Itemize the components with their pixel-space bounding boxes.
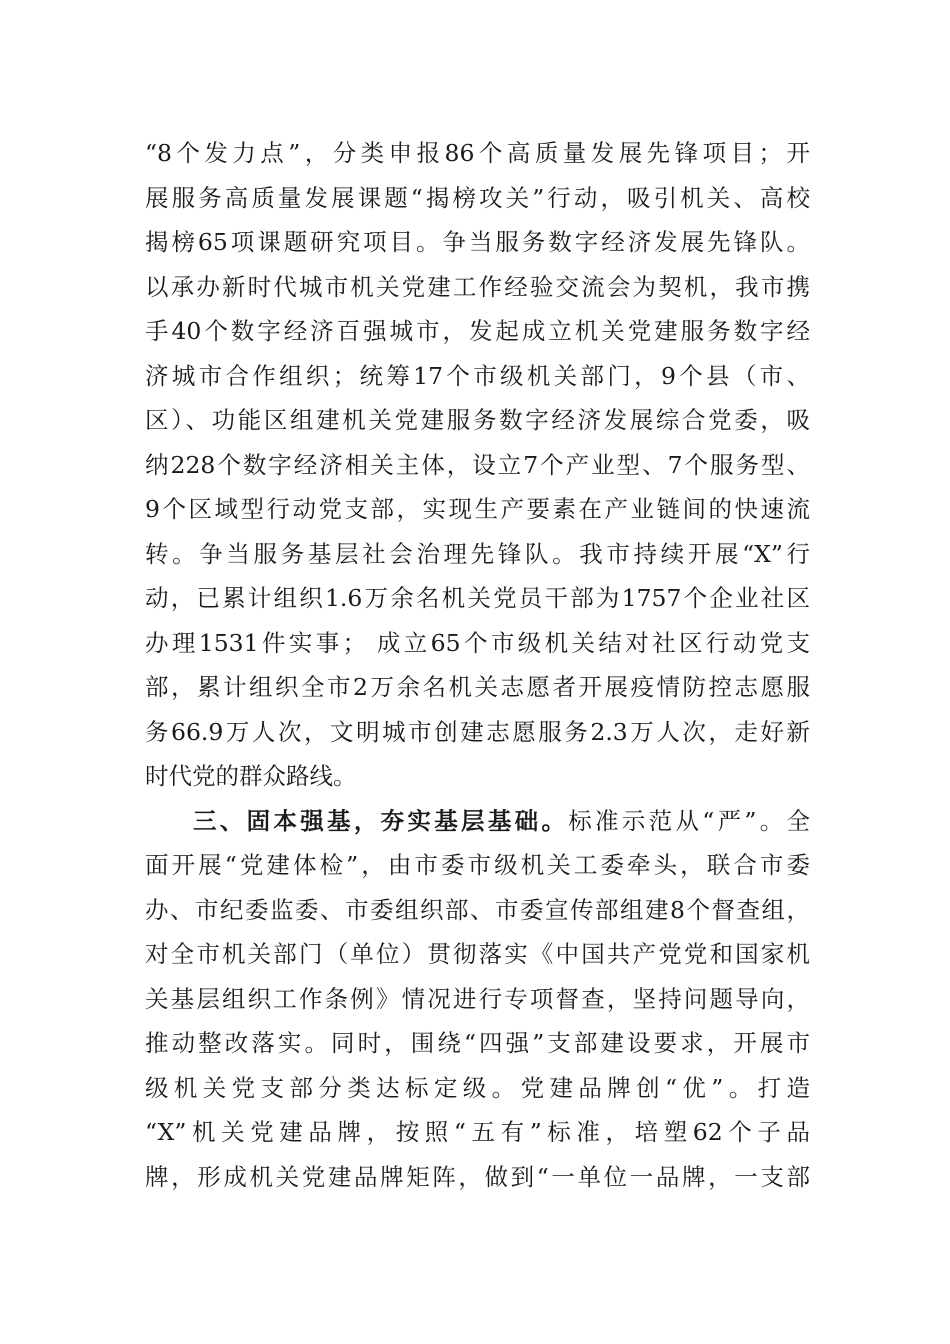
section-heading: 三、固本强基，夯实基层基础。	[193, 806, 569, 835]
text-line: 展服务高质量发展课题“揭榜攻关”行动，吸引机关、高校	[145, 183, 810, 212]
text-line: 9个区域型行动党支部，实现生产要素在产业链间的快速流	[145, 495, 810, 523]
text-line: 推动整改落实。同时，围绕“四强”支部建设要求，开展市	[145, 1029, 810, 1057]
text-line: 纳228个数字经济相关主体，设立7个产业型、7个服务型、	[145, 450, 810, 479]
text-line: 转。争当服务基层社会治理先锋队。我市持续开展“X”行	[145, 539, 810, 568]
text-span: 标准示范从“严”。全	[568, 806, 811, 835]
paragraph-first-line	[145, 799, 810, 844]
text-line: 牌，形成机关党建品牌矩阵，做到“一单位一品牌，一支部	[145, 1162, 810, 1191]
text-line: 动，已累计组织1.6万余名机关党员干部为1757个企业社区	[145, 584, 810, 612]
text-line: 时代党的群众路线。	[145, 762, 357, 790]
text-line: 以承办新时代城市机关党建工作经验交流会为契机，我市携	[145, 272, 810, 301]
body-text	[145, 131, 810, 1199]
text-line: 级机关党支部分类达标定级。党建品牌创“优”。打造	[145, 1073, 810, 1102]
text-line: 务66.9万人次，文明城市创建志愿服务2.3万人次，走好新	[145, 717, 810, 746]
text-line: 办、市纪委监委、市委组织部、市委宣传部组建8个督查组，	[145, 895, 810, 924]
text-line: 区）、功能区组建机关党建服务数字经济发展综合党委，吸	[145, 406, 810, 434]
text-line: “8个发力点”，分类申报86个高质量发展先锋项目；开	[145, 139, 810, 167]
text-line: 关基层组织工作条例》情况进行专项督查，坚持问题导向，	[145, 984, 810, 1013]
text-line: “X”机关党建品牌，按照“五有”标准，培塑62个子品	[145, 1118, 810, 1146]
text-line: 手40个数字经济百强城市，发起成立机关党建服务数字经	[145, 317, 810, 345]
text-line: 办理1531件实事； 成立65个市级机关结对社区行动党支	[145, 628, 810, 657]
text-line: 面开展“党建体检”，由市委市级机关工委牵头，联合市委	[145, 851, 810, 879]
paragraph-1	[145, 131, 810, 799]
text-line: 对全市机关部门（单位）贯彻落实《中国共产党党和国家机	[145, 940, 810, 968]
text-line: 部，累计组织全市2万余名机关志愿者开展疫情防控志愿服	[145, 673, 810, 701]
text-line: 揭榜65项课题研究项目。争当服务数字经济发展先锋队。	[145, 228, 810, 256]
paragraph-2	[145, 799, 810, 1200]
text-line: 济城市合作组织；统筹17个市级机关部门，9个县（市、	[145, 361, 810, 390]
